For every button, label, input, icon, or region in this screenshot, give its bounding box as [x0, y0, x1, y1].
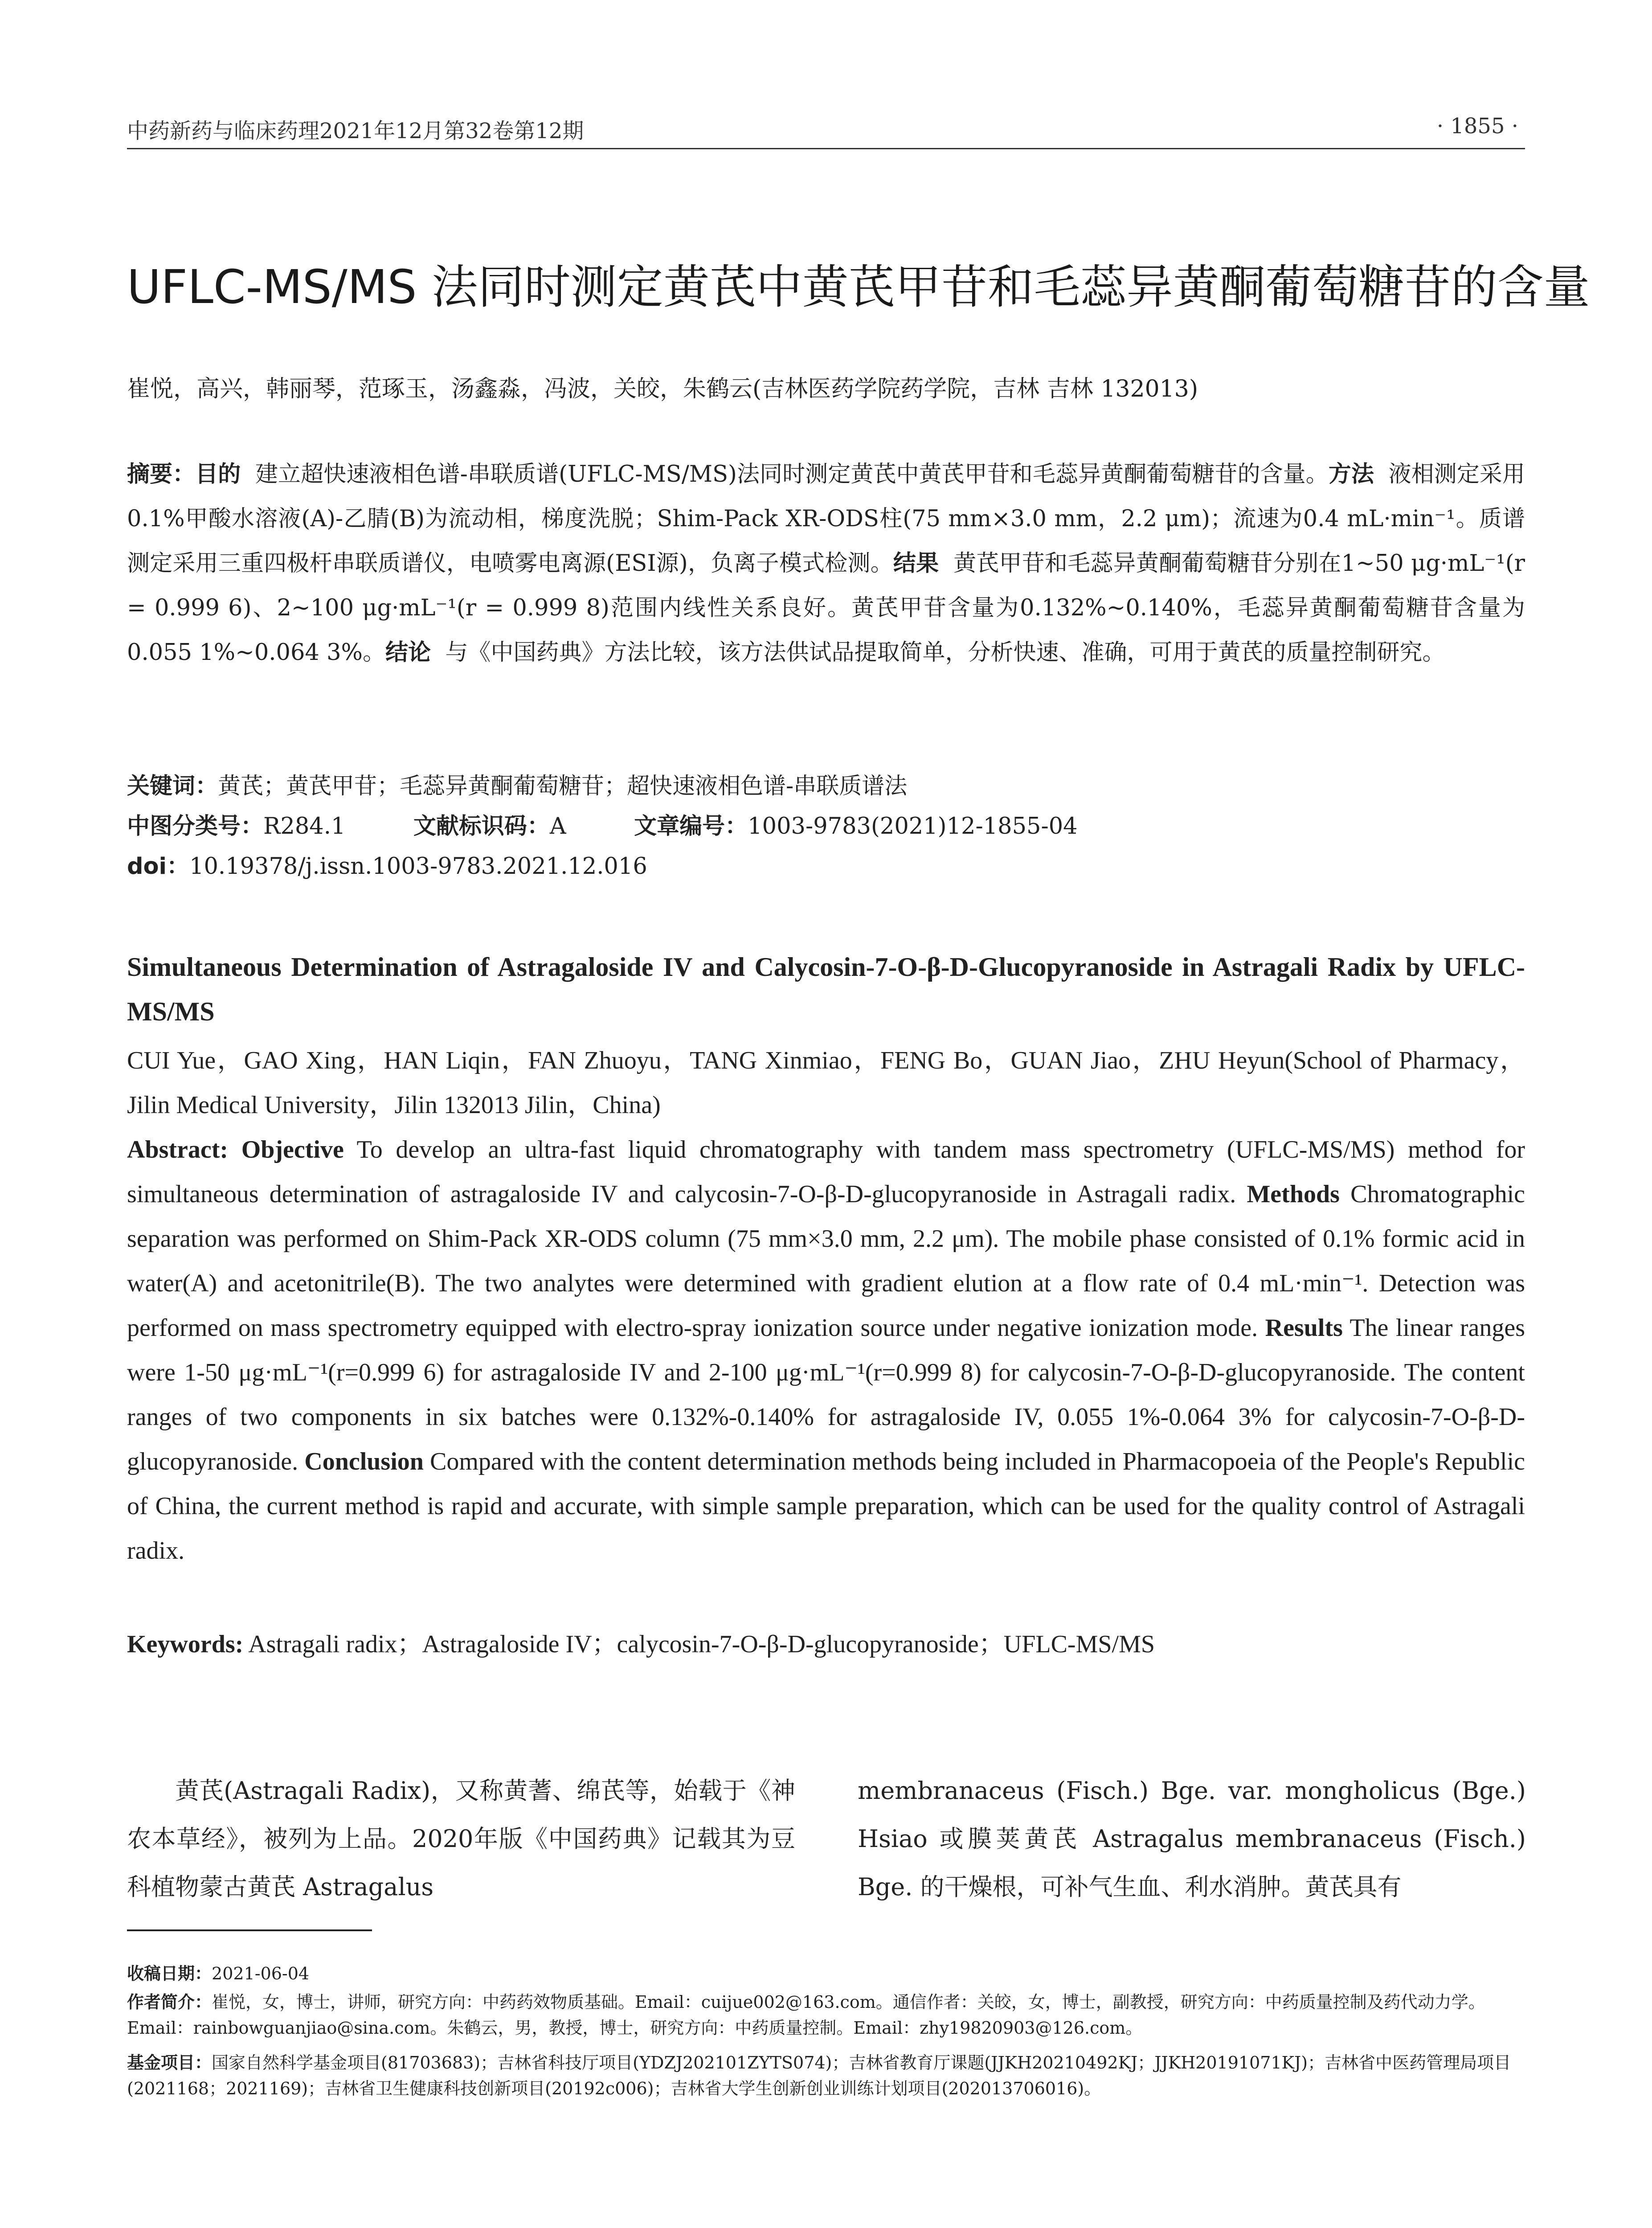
- article-no-label: 文章编号：: [634, 813, 748, 840]
- abstract-en: [127, 1127, 1525, 1573]
- conclusion-en-label: Conclusion: [304, 1448, 424, 1475]
- results-en-label: Results: [1265, 1314, 1343, 1342]
- keywords-en-text: Astragali radix；Astragaloside IV；calycosin-7-O-β-D-glucopyranoside；UFLC-MS/MS: [248, 1630, 1155, 1658]
- objective-text: 建立超快速液相色谱-串联质谱(UFLC-MS/MS)法同时测定黄芪中黄芪甲苷和毛蕊异黄酮葡萄糖苷的含量。: [255, 461, 1329, 487]
- body-column-left: 黄芪(Astragali Radix)，又称黄蓍、绵芪等，始载于《神农本草经》，被列为上品。2020年版《中国药典》记载其为豆科植物蒙古黄芪 Astragalus: [127, 1777, 795, 1901]
- doc-code-value: A: [549, 813, 566, 840]
- results-text: 黄芪甲苷和毛蕊异黄酮葡萄糖苷分别在1~50 μg·mL⁻¹(r = 0.999 6)、2~100 μg·mL⁻¹(r = 0.999 8)范围内线性关系良好。黄芪甲苷含量为0.132%~0.140%，毛蕊异黄酮葡萄糖苷含量为0.055 1%~0.064 3%。: [127, 550, 1525, 666]
- author-bio: 崔悦，女，博士，讲师，研究方向：中药药效物质基础。Email：cuijue002@163.com。通信作者：关皎，女，博士，副教授，研究方向：中药质量控制及药代动力学。Email：rainbowguanjiao@sina.com。朱鹤云，男，教授，博士，研究方向：中药质量控制。Email：zhy19820903@126.com。: [127, 1992, 1485, 2038]
- classification-line: [127, 807, 1525, 847]
- authors-cn: 崔悦，高兴，韩丽琴，范琢玉，汤鑫淼，冯波，关皎，朱鹤云(吉林医药学院药学院，吉林 吉林 132013): [127, 376, 1198, 402]
- results-label: 结果: [893, 550, 939, 577]
- clc-value: R284.1: [263, 813, 346, 840]
- keywords-en-label: Keywords:: [127, 1630, 244, 1658]
- received-date: 2021-06-04: [212, 1964, 310, 1983]
- header-rule: [127, 148, 1525, 149]
- journal-header: 中药新药与临床药理2021年12月第32卷第12期: [127, 119, 584, 143]
- doi-label: doi：: [127, 853, 190, 880]
- author-bio-label: 作者简介：: [127, 1992, 212, 2012]
- conclusion-label: 结论: [385, 639, 431, 666]
- keywords-text: 黄芪；黄芪甲苷；毛蕊异黄酮葡萄糖苷；超快速液相色谱-串联质谱法: [218, 773, 908, 799]
- keywords-en: [127, 1622, 1525, 1667]
- results-en-text: The linear ranges were 1-50 μg·mL⁻¹(r=0.999 6) for astragaloside IV and 2-100 μg·mL⁻¹(r=0.999 8) for calycosin-7-O-β-D-glucopyranoside. The content ranges of two components in six batches were 0.132%-0.140% for astragaloside IV, 0.055 1%-0.064 3% for calycosin-7-O-β-D-glucopyranoside.: [127, 1314, 1525, 1475]
- abstract-label: 摘要：: [127, 461, 196, 487]
- footnote-rule: [127, 1929, 372, 1931]
- objective-en-text: To develop an ultra-fast liquid chromatography with tandem mass spectrometry (UFLC-MS/MS) method for simultaneous determination of astragaloside IV and calycosin-7-O-β-D-glucopyranoside in Astragali radix.: [127, 1136, 1525, 1208]
- methods-en-label: Methods: [1247, 1180, 1340, 1208]
- objective-label: 目的: [195, 461, 241, 487]
- methods-label: 方法: [1328, 461, 1374, 487]
- conclusion-en-text: Compared with the content determination methods being included in Pharmacopoeia of the People's Republic of China, the current method is rapid and accurate, with simple sample preparation, which can be used for the quality control of Astragali radix.: [127, 1448, 1525, 1565]
- footnote-fund: [127, 2050, 1525, 2101]
- abstract-en-label: Abstract:: [127, 1136, 229, 1163]
- doi-value: 10.19378/j.issn.1003-9783.2021.12.016: [189, 853, 647, 880]
- fund-label: 基金项目：: [127, 2053, 212, 2072]
- footnote-received: [127, 1961, 1525, 1986]
- body-column-right: membranaceus (Fisch.) Bge. var. mongholicus (Bge.) Hsiao 或膜荚黄芪 Astragalus membranaceus (Fisch.) Bge. 的干燥根，可补气生血、利水消肿。黄芪具有: [858, 1777, 1526, 1901]
- doc-code-label: 文献标识码：: [413, 813, 550, 840]
- doi-line: [127, 847, 1525, 887]
- keywords-label: 关键词：: [127, 773, 218, 799]
- authors-en: CUI Yue，GAO Xing，HAN Liqin，FAN Zhuoyu，TANG Xinmiao，FENG Bo，GUAN Jiao，ZHU Heyun(School of Pharmacy，Jilin Medical University，Jilin 132013 Jilin，China): [127, 1047, 1525, 1119]
- methods-text: 液相测定采用0.1%甲酸水溶液(A)-乙腈(B)为流动相，梯度洗脱；Shim-Pack XR-ODS柱(75 mm×3.0 mm，2.2 μm)；流速为0.4 mL·min⁻¹。质谱测定采用三重四极杆串联质谱仪，电喷雾电离源(ESI源)，负离子模式检测。: [127, 461, 1525, 577]
- clc-label: 中图分类号：: [127, 813, 264, 840]
- article-no-value: 1003-9783(2021)12-1855-04: [748, 813, 1078, 840]
- page-number: · 1855 ·: [1436, 114, 1518, 139]
- objective-en-label: Objective: [241, 1136, 344, 1163]
- abstract-cn: [127, 452, 1525, 675]
- title-en: Simultaneous Determination of Astragaloside IV and Calycosin-7-O-β-D-Glucopyranoside in Astragali Radix by UFLC-MS/MS: [127, 952, 1525, 1026]
- methods-en-text: Chromatographic separation was performed on Shim-Pack XR-ODS column (75 mm×3.0 mm, 2.2 μm). The mobile phase consisted of 0.1% formic acid in water(A) and acetonitrile(B). The two analytes were determined with gradient elution at a flow rate of 0.4 mL·min⁻¹. Detection was performed on mass spectrometry equipped with electro-spray ionization source under negative ionization mode.: [127, 1180, 1525, 1342]
- received-label: 收稿日期：: [127, 1964, 212, 1983]
- conclusion-text: 与《中国药典》方法比较，该方法供试品提取简单，分析快速、准确，可用于黄芪的质量控制研究。: [445, 639, 1445, 666]
- fund-text: 国家自然科学基金项目(81703683)；吉林省科技厅项目(YDZJ202101ZYTS074)；吉林省教育厅课题(JJKH20210492KJ；JJKH20191071KJ)；吉林省中医药管理局项目(2021168；2021169)；吉林省卫生健康科技创新项目(20192c006)；吉林省大学生创新创业训练计划项目(202013706016)。: [127, 2053, 1511, 2098]
- keywords-cn: [127, 766, 1525, 807]
- footnote-author: [127, 1989, 1525, 2041]
- page-title: UFLC-MS/MS 法同时测定黄芪中黄芪甲苷和毛蕊异黄酮葡萄糖苷的含量: [127, 260, 1590, 314]
